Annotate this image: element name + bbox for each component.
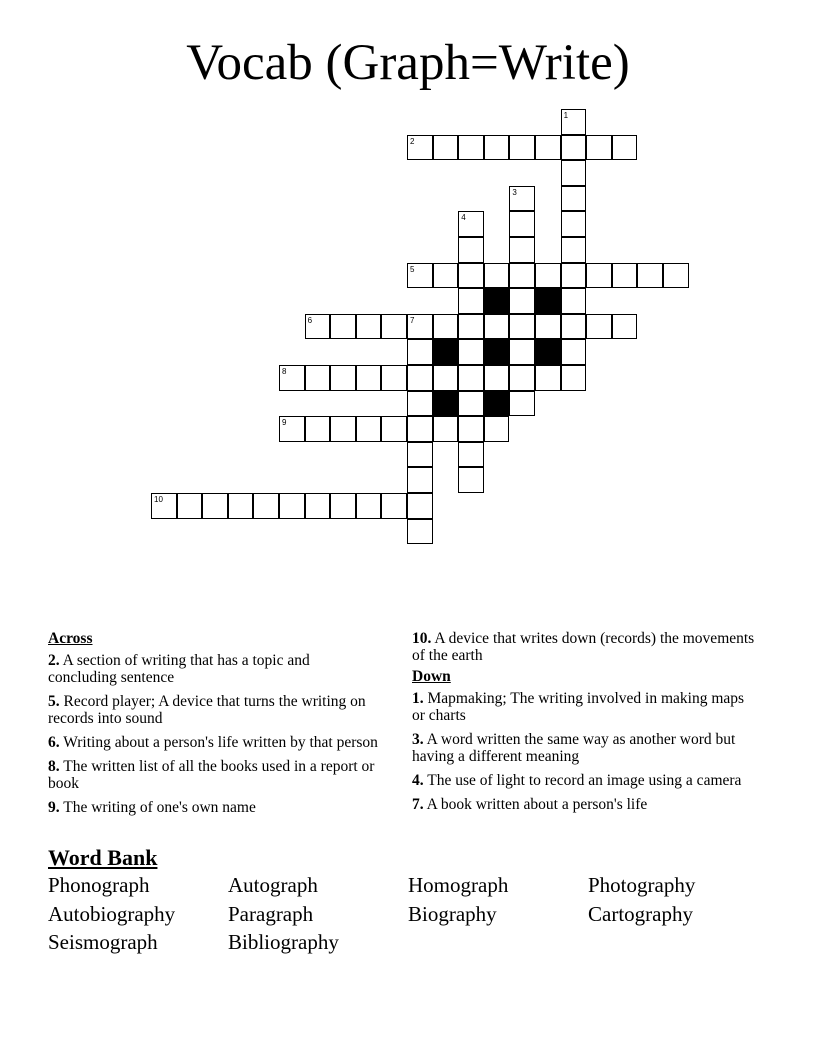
grid-cell[interactable] [458, 135, 484, 161]
grid-cell[interactable] [381, 365, 407, 391]
clue-across-8: 8. The written list of all the books used in a report or book [48, 758, 375, 792]
grid-cell[interactable] [458, 365, 484, 391]
grid-cell[interactable] [458, 314, 484, 340]
grid-cell[interactable] [202, 493, 228, 519]
grid-cell[interactable] [279, 365, 305, 391]
grid-cell[interactable] [561, 288, 587, 314]
grid-cell[interactable] [458, 237, 484, 263]
black-cell [433, 391, 459, 417]
word-bank-item: Photography [588, 873, 696, 897]
grid-cell[interactable] [612, 135, 638, 161]
grid-cell[interactable] [509, 314, 535, 340]
clue-number: 1 [563, 111, 569, 120]
grid-cell[interactable] [407, 263, 433, 289]
grid-cell[interactable] [279, 493, 305, 519]
grid-cell[interactable] [561, 109, 587, 135]
clue-across-2: 2. A section of writing that has a topic and concluding sentence [48, 652, 310, 686]
word-bank-item: Biography [408, 902, 497, 926]
black-cell [484, 339, 510, 365]
grid-cell[interactable] [433, 263, 459, 289]
clue-number: 8 [282, 367, 287, 376]
clue-number: 10 [154, 495, 163, 504]
grid-cell[interactable] [458, 339, 484, 365]
grid-cell[interactable] [612, 263, 638, 289]
grid-cell[interactable] [561, 339, 587, 365]
grid-cell[interactable] [407, 519, 433, 545]
grid-cell[interactable] [561, 135, 587, 161]
grid-cell[interactable] [458, 467, 484, 493]
grid-cell[interactable] [407, 416, 433, 442]
clue-across-6: 6. Writing about a person's life written by that person [48, 734, 378, 751]
black-cell [535, 339, 561, 365]
grid-cell[interactable] [509, 135, 535, 161]
word-bank-item: Autobiography [48, 902, 176, 926]
puzzle-title: Vocab (Graph=Write) [186, 35, 630, 91]
black-cell [484, 391, 510, 417]
grid-cell[interactable] [381, 493, 407, 519]
clue-down-7: 7. A book written about a person's life [412, 796, 648, 813]
grid-cell[interactable] [458, 416, 484, 442]
grid-cell[interactable] [433, 314, 459, 340]
clue-number: 6 [307, 315, 313, 325]
clue-number: 2 [410, 136, 415, 146]
grid-cell[interactable] [407, 135, 433, 161]
grid-cell[interactable] [561, 160, 587, 186]
clues-column-left [48, 630, 378, 823]
grid-cell[interactable] [561, 314, 587, 340]
clues-column-right [412, 630, 757, 820]
word-bank-item: Phonograph [48, 873, 150, 897]
grid-cell[interactable] [484, 365, 510, 391]
grid-cell[interactable] [509, 288, 535, 314]
grid-cell[interactable] [177, 493, 203, 519]
word-bank-item: Cartography [588, 902, 693, 926]
grid-cell[interactable] [586, 135, 612, 161]
grid-cell[interactable] [561, 237, 587, 263]
grid-cell[interactable] [509, 365, 535, 391]
clue-number: 9 [282, 418, 287, 428]
grid-cell[interactable] [356, 314, 382, 340]
grid-cell[interactable] [381, 416, 407, 442]
grid-cell[interactable] [407, 391, 433, 417]
grid-cell[interactable] [433, 135, 459, 161]
grid-cell[interactable] [407, 339, 433, 365]
grid-cell[interactable] [484, 416, 510, 442]
clue-across-10: 10. A device that writes down (records) the movements of the earth [412, 630, 755, 664]
grid-cell[interactable] [356, 365, 382, 391]
word-bank-item: Paragraph [228, 902, 314, 926]
clue-number: 4 [461, 213, 466, 223]
grid-cell[interactable] [458, 288, 484, 314]
grid-cell[interactable] [509, 391, 535, 417]
clue-across-5: 5. Record player; A device that turns the writing on records into sound [48, 693, 366, 727]
grid-cell[interactable] [356, 416, 382, 442]
grid-cell[interactable] [663, 263, 689, 289]
grid-cell[interactable] [330, 493, 356, 519]
grid-cell[interactable] [535, 263, 561, 289]
grid-cell[interactable] [330, 365, 356, 391]
grid-cell[interactable] [612, 314, 638, 340]
grid-cell[interactable] [330, 314, 356, 340]
down-heading: Down [412, 668, 451, 685]
grid-cell[interactable] [535, 314, 561, 340]
grid-cell[interactable] [637, 263, 663, 289]
black-cell [484, 288, 510, 314]
clue-number: 5 [410, 264, 415, 274]
grid-cell[interactable] [561, 263, 587, 289]
clue-down-4: 4. The use of light to record an image using a camera [412, 772, 742, 789]
grid-cell[interactable] [279, 416, 305, 442]
black-cell [535, 288, 561, 314]
grid-cell[interactable] [356, 493, 382, 519]
grid-cell[interactable] [458, 263, 484, 289]
grid-cell[interactable] [305, 416, 331, 442]
grid-cell[interactable] [484, 263, 510, 289]
word-bank-item: Homograph [408, 873, 509, 897]
grid-cell[interactable] [458, 442, 484, 468]
grid-cell[interactable] [586, 263, 612, 289]
grid-cell[interactable] [509, 263, 535, 289]
grid-cell[interactable] [535, 365, 561, 391]
grid-cell[interactable] [407, 365, 433, 391]
grid-cell[interactable] [535, 135, 561, 161]
grid-cell[interactable] [561, 365, 587, 391]
word-bank-title: Word Bank [48, 845, 158, 870]
grid-cell[interactable] [484, 314, 510, 340]
word-bank-item: Autograph [228, 873, 318, 897]
grid-cell[interactable] [228, 493, 254, 519]
grid-cell[interactable] [407, 493, 433, 519]
grid-cell[interactable] [458, 391, 484, 417]
clue-number: 3 [512, 187, 517, 197]
grid-cell[interactable] [407, 467, 433, 493]
grid-cell[interactable] [509, 186, 535, 212]
grid-cell[interactable] [407, 442, 433, 468]
clue-number: 7 [410, 315, 415, 325]
grid-cell[interactable] [407, 314, 433, 340]
grid-cell[interactable] [151, 493, 177, 519]
word-bank-item: Bibliography [228, 930, 339, 954]
grid-cell[interactable] [433, 365, 459, 391]
grid-cell[interactable] [330, 416, 356, 442]
grid-cell[interactable] [305, 314, 331, 340]
grid-cell[interactable] [484, 135, 510, 161]
across-heading: Across [48, 630, 93, 647]
black-cell [433, 339, 459, 365]
grid-cell[interactable] [586, 314, 612, 340]
clue-down-1: 1. Mapmaking; The writing involved in making maps or charts [412, 690, 745, 724]
grid-cell[interactable] [253, 493, 279, 519]
grid-cell[interactable] [561, 186, 587, 212]
grid-cell[interactable] [561, 211, 587, 237]
grid-cell[interactable] [381, 314, 407, 340]
grid-cell[interactable] [509, 339, 535, 365]
clue-down-3: 3. A word written the same way as another word but having a different meaning [412, 731, 736, 765]
word-bank-item: Seismograph [48, 930, 158, 954]
grid-cell[interactable] [305, 365, 331, 391]
clue-across-9: 9. The writing of one's own name [48, 799, 256, 816]
grid-cell[interactable] [305, 493, 331, 519]
grid-cell[interactable] [458, 211, 484, 237]
grid-cell[interactable] [433, 416, 459, 442]
grid-cell[interactable] [509, 211, 535, 237]
grid-cell[interactable] [509, 237, 535, 263]
